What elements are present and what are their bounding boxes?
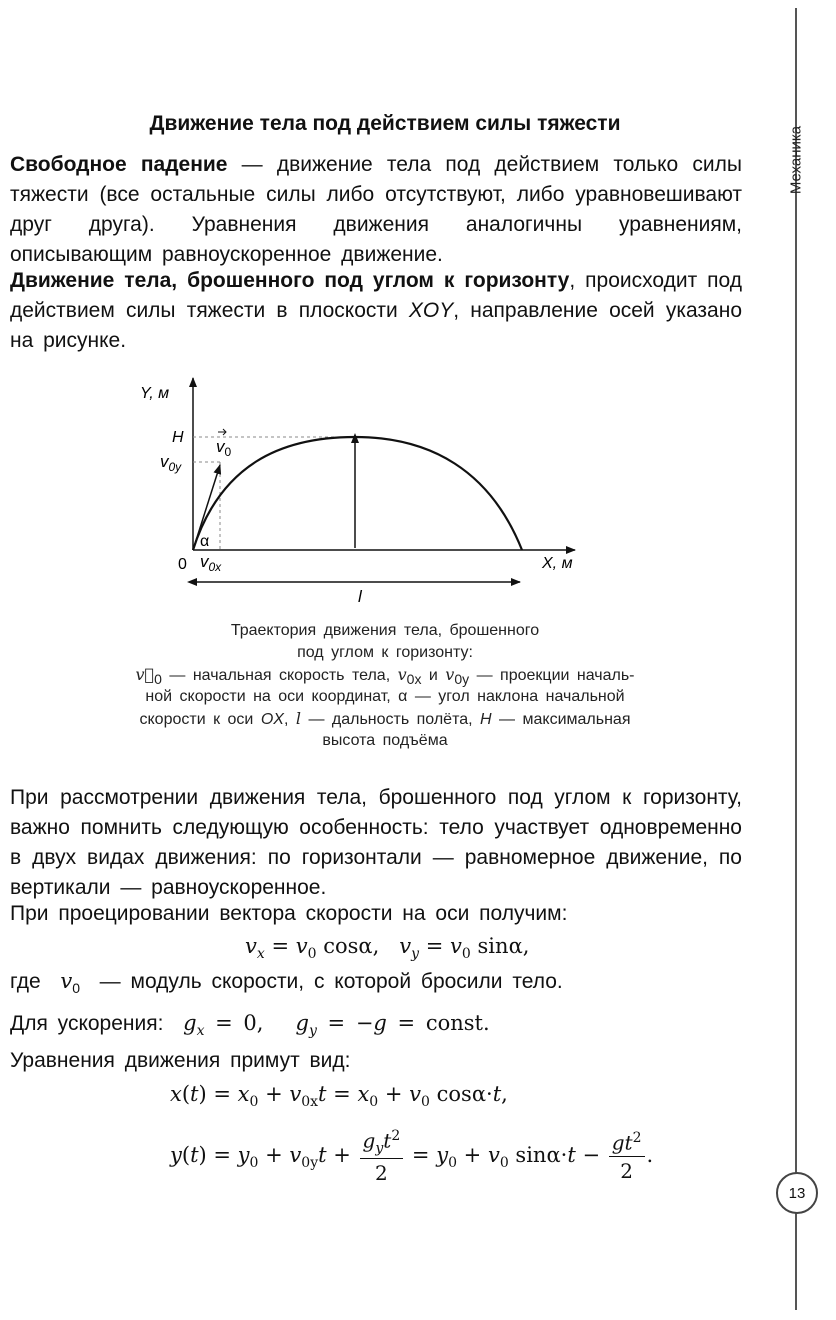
caption-line-4: ной скорости на оси координат, α — угол наклона начальной xyxy=(145,688,625,705)
caption-line-6: высота подъёма xyxy=(322,732,448,749)
alpha-label: α xyxy=(200,533,210,550)
paragraph-v0-definition: где $v_0$ — модуль скорости, с которой бросили тело. xyxy=(10,969,563,997)
paragraph-two-motions: При рассмотрении движения тела, брошенного под углом к горизонту, важно помнить следующую особенность: тело участвует одновременно в двух видах движения: по горизонтали — равномерное движение, по вертикали — равноускоренное. xyxy=(10,786,742,899)
caption-line-1: Траектория движения тела, брошенного xyxy=(230,622,540,639)
formula-x-of-t: $x(t) = x_0 + v_{0x}t = x_0 + v_0$ cosα·t, xyxy=(170,1082,508,1111)
y-axis-label: Y, м xyxy=(140,385,170,402)
l-label: l xyxy=(358,587,362,606)
trajectory-curve xyxy=(193,437,522,550)
paragraph-projection: При проецировании вектора скорости на оси получим: xyxy=(10,902,568,925)
paragraph-acceleration: Для ускорения: $g_x = 0$, $g_y = -g$ = const. xyxy=(10,1011,490,1040)
origin-label: 0 xyxy=(178,556,187,573)
paragraph-equations-intro: Уравнения движения примут вид: xyxy=(10,1049,351,1072)
v0x-label: $v_{0x}$ xyxy=(200,552,222,574)
paragraph-projectile: Движение тела, брошенного под углом к горизонту, происходит под действием силы тяжести в плоскости XOY, направление осей указано на рисунке. xyxy=(10,269,743,352)
formula-y-of-t: $y(t) = y_0 + v_{0y}t$ + $\frac{g_yt^2}{2}$ = $y_0 + v_0$ sinα·t − $\frac{gt^2}{2}$ . xyxy=(170,1128,654,1185)
x-axis-label: X, м xyxy=(542,555,573,572)
section-title: Движение тела под действием силы тяжести xyxy=(149,112,621,135)
v0-label: $v_0$ xyxy=(216,437,232,459)
section-label: Механика xyxy=(787,125,805,195)
caption-line-2: под углом к горизонту: xyxy=(297,644,473,661)
caption-line-5: скорости к оси OX, l — дальность полёта, H — максимальная xyxy=(139,709,631,728)
v0-vector-accent xyxy=(218,429,226,435)
paragraph-free-fall: Свободное падение — движение тела под действием только силы тяжести (все остальные силы либо отсутствуют, либо уравновешивают друг друга). Уравнения движения аналогичны уравнениям, описывающим равноускоренное движение. xyxy=(10,153,742,266)
page-number: 13 xyxy=(776,1172,818,1214)
h-label: H xyxy=(172,429,184,446)
formula-velocity-projections: $v_x = v_0$ cosα, $v_y = v_0$ sinα, xyxy=(245,934,530,963)
v0y-label: $v_{0y}$ xyxy=(160,452,182,474)
caption-line-3: $v⃗_0$ — начальная скорость тела, $v_{0x}$ и $v_{0y}$ — проекции началь- xyxy=(135,665,635,688)
trajectory-figure xyxy=(130,370,600,610)
